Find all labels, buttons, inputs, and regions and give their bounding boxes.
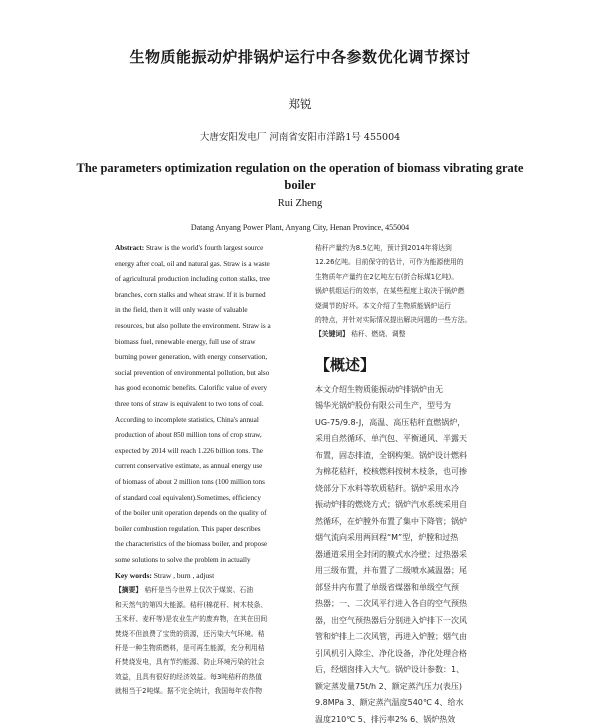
abstract-en-lines-line: of biomass of about 2 million tons (100 million tons xyxy=(115,477,265,486)
keywords-zh xyxy=(315,327,501,341)
abstract-zh-right-lines-line: 烧调节的好坏。本文介绍了生物质能锅炉运行 xyxy=(315,301,451,310)
abstract-zh-right-lines-line: 秸秆产量约为8.5亿吨，预计到2014年将达到 xyxy=(315,244,452,252)
author-en: Rui Zheng xyxy=(277,198,323,209)
left-column xyxy=(115,241,301,699)
keywords-en xyxy=(115,568,301,583)
abstract-en-lines-line: Abstract: Straw is the world's fourth largest source xyxy=(115,244,264,252)
abstract-en-lines-line: of agricultural production including cotton stalks, tree xyxy=(115,275,271,284)
abstract-en-lines-line: social prevention of environmental pollution, but also xyxy=(115,368,270,377)
paper-title-zh: 生物质能振动炉排锅炉运行中各参数优化调节探讨 xyxy=(129,48,471,66)
abstract-zh-right-lines-line: 的特点，并针对实际情况提出解决问题的一些方法。 xyxy=(315,315,472,324)
abstract-zh-right-lines-line: 12.26亿吨。目前保守的估计，可作为能源使用的 xyxy=(315,258,464,267)
body-lines-line: 烧部分下水料等软质秸秆。锅炉采用水冷 xyxy=(315,483,459,493)
keywords-en-text: Straw , burn , adjust xyxy=(153,571,215,581)
author-zh: 郑锐 xyxy=(288,97,312,111)
body-lines-line: 额定蒸发量75t/h 2、额定蒸汽压力(表压) xyxy=(315,681,462,691)
abstract-zh-lines-line: 就相当于2吨煤。据不完全统计，我国每年农作物 xyxy=(115,687,263,696)
abstract-en-lines-line: in the field, then it will only waste of valuable xyxy=(115,306,248,315)
body-lines-line: 用三级布置，并布置了二级喷水减温器；尾 xyxy=(315,566,467,576)
abstract-en xyxy=(115,241,301,568)
abstract-en-lines-line: production of about 850 million tons of crop straw, xyxy=(115,431,262,440)
body-lines-line: 本文介绍生物质能振动炉排锅炉由无 xyxy=(315,384,443,394)
body-lines-line: 为棉花秸秆，校核燃料按树木枝条，也可掺 xyxy=(315,467,467,477)
keywords-zh-label: 【关键词】 xyxy=(315,330,349,339)
abstract-en-lines-line: energy after coal, oil and natural gas. Straw is a waste xyxy=(115,259,270,268)
right-column xyxy=(315,241,501,728)
body-lines-line: 然循环，在炉膛外布置了集中下降管；锅炉 xyxy=(315,516,467,526)
body-lines-line: UG-75/9.8-J，高温、高压秸秆直燃锅炉， xyxy=(315,417,466,427)
body-lines-line: 器通道采用全封闭的膜式水冷壁；过热器采 xyxy=(315,549,467,559)
abstract-zh-right-lines-line: 生物质年产量约在2亿吨左右(折合标煤1亿吨)。 xyxy=(315,272,459,281)
abstract-zh-lines-line: 焚烧不但浪费了宝贵的资源，还污染大气环境。秸 xyxy=(115,629,265,638)
body-lines-line: 锡华光锅炉股份有限公司生产，型号为 xyxy=(315,401,451,411)
abstract-en-lines-line: of standard coal equivalent).Sometimes, efficiency xyxy=(115,493,261,502)
abstract-zh-lines-line: 秆焚烧发电，具有节约能源、防止环境污染的社会 xyxy=(115,658,265,667)
abstract-zh-right-lines-line: 锅炉机组运行的效率，在某些程度上取决于锅炉燃 xyxy=(315,287,465,296)
body-lines-line: 热器；一、二次风平行进入各自的空气预热 xyxy=(315,599,467,609)
abstract-en-lines-line: burning power generation, with energy conservation, xyxy=(115,353,268,362)
body-lines-line: 器，出空气预热器后分别进入炉排下一次风 xyxy=(315,615,467,625)
abstract-zh-lines-line: 效益，且具有很好的经济效益。每3吨秸秆的热值 xyxy=(115,672,263,681)
affiliation-zh: 大唐安阳发电厂 河南省安阳市洋路1号 455004 xyxy=(199,132,401,143)
body-lines-line: 布置，固态排渣，全钢构架。锅炉设计燃料 xyxy=(315,450,467,460)
body-lines-line: 温度210℃ 5、排污率2% 6、锅炉热效 xyxy=(315,714,456,724)
body-lines-line: 采用自然循环、单汽包、平衡通风、半露天 xyxy=(315,434,467,444)
abstract-zh-lines-line: 和天然气的第四大能源。秸秆(棉花秆、树木枝条、 xyxy=(115,600,268,609)
abstract-zh-label: 【摘要】 xyxy=(115,586,143,595)
body-lines-line: 后，经烟囱排入大气。锅炉设计参数：1、 xyxy=(315,665,465,675)
abstract-zh xyxy=(115,583,301,698)
body-text xyxy=(315,382,501,728)
abstract-en-lines-line: branches, corn stalks and wheat straw. If it is burned xyxy=(115,290,266,299)
affiliation-en: Datang Anyang Power Plant, Anyang City, Henan Province, 455004 xyxy=(190,223,410,232)
keywords-en-label: Key words: xyxy=(115,571,152,581)
abstract-en-lines-line: biomass fuel, renewable energy, full use of straw xyxy=(115,337,256,346)
body-lines-line: 振动炉排的燃烧方式；锅炉汽水系统采用自 xyxy=(315,500,467,510)
paper-title-en: The parameters optimization regulation on the operation of biomass vibrating grate boiler xyxy=(76,161,524,192)
abstract-en-lines-line: expected by 2014 will reach 1.226 billion tons. The xyxy=(115,446,263,455)
abstract-en-lines-line: boiler combustion regulation. This paper describes xyxy=(115,524,261,533)
body-lines-line: 引风机引入除尘、净化设备，净化处理合格 xyxy=(315,648,467,658)
abstract-en-label: Abstract: xyxy=(115,244,145,252)
abstract-zh-lines-line: 【摘要】 秸秆是当今世界上仅次于煤炭、石油 xyxy=(115,586,254,595)
abstract-en-lines-line: three tons of straw is equivalent to two tons of coal. xyxy=(115,399,264,408)
keywords-zh-text: 秸秆、燃烧、调整 xyxy=(351,330,406,339)
abstract-en-lines-line: of the boiler unit operation depends on the quality of xyxy=(115,509,267,518)
abstract-en-lines-line: has good economic benefits. Calorific value of every xyxy=(115,384,268,393)
abstract-zh-continued xyxy=(315,241,501,327)
abstract-en-lines-line: According to incomplete statistics, China's annual xyxy=(115,415,259,424)
abstract-zh-lines-line: 秆是一种生物质燃料，是可再生能源，充分利用秸 xyxy=(115,644,265,653)
body-lines-line: 9.8MPa 3、额定蒸汽温度540℃ 4、给水 xyxy=(315,698,464,708)
body-lines-line: 烟气流向采用两回程“M”型，炉膛和过热 xyxy=(315,533,459,543)
body-lines-line: 部竖井内布置了单级省煤器和单级空气预 xyxy=(315,582,459,592)
abstract-en-lines-line: resources, but also pollute the environment. Straw is a xyxy=(115,321,271,330)
abstract-zh-lines-line: 玉米秆、麦秆等)是农业生产的废弃物，在其在田间 xyxy=(115,615,268,624)
abstract-en-lines-line: the characteristics of the biomass boiler, and propose xyxy=(115,540,268,549)
abstract-en-lines-line: current conservative estimate, as annual energy use xyxy=(115,462,263,471)
section-heading: 【概述】 xyxy=(315,355,376,374)
body-lines-line: 管和炉排上二次风管，再进入炉膛；烟气由 xyxy=(315,632,467,642)
abstract-en-lines-line: some solutions to solve the problem in actually xyxy=(115,555,251,564)
